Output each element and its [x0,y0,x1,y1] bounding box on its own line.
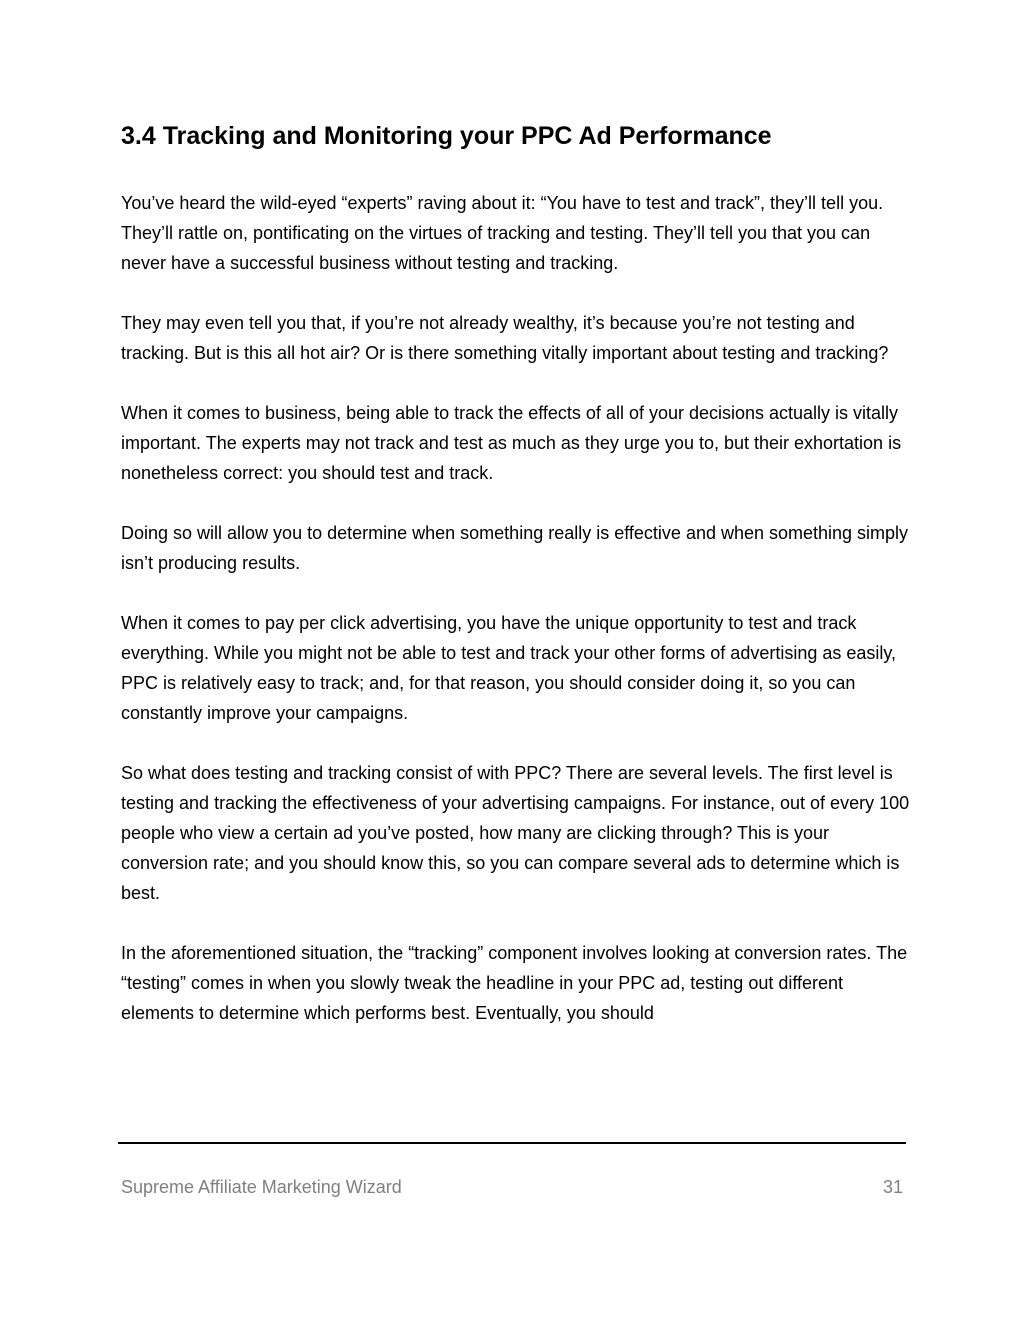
footer-title: Supreme Affiliate Marketing Wizard [121,1177,402,1197]
body-text [121,188,911,1058]
section-heading: 3.4 Tracking and Monitoring your PPC Ad Performance [121,122,772,150]
paragraph: So what does testing and tracking consist of with PPC? There are several levels. The first level is testing and tracking the effectiveness of your advertising campaigns. For instance, out of every 100 people who view a certain ad you’ve posted, how many are clicking through? This is your conversion rate; and you should know this, so you can compare several ads to determine which is best. [121,763,910,903]
paragraph: In the aforementioned situation, the “tracking” component involves looking at conversion rates. The “testing” comes in when you slowly tweak the headline in your PPC ad, testing out different elements to determine which performs best. Eventually, you should [121,943,908,1023]
paragraph: You’ve heard the wild-eyed “experts” raving about it: “You have to test and track”, they’ll tell you. They’ll rattle on, pontificating on the virtues of tracking and testing. They’ll tell you that you can never have a successful business without testing and tracking. [121,193,884,273]
footer-divider [118,1142,906,1144]
paragraph: When it comes to pay per click advertising, you have the unique opportunity to test and track everything. While you might not be able to test and track your other forms of advertising as easily, PPC is relatively easy to track; and, for that reason, you should consider doing it, so you can constantly improve your campaigns. [121,613,897,723]
paragraph: Doing so will allow you to determine when something really is effective and when something simply isn’t producing results. [121,523,909,573]
page-number: 31 [882,1177,903,1197]
paragraph: They may even tell you that, if you’re not already wealthy, it’s because you’re not testing and tracking. But is this all hot air? Or is there something vitally important about testing and tracking? [121,313,889,363]
paragraph: When it comes to business, being able to track the effects of all of your decisions actually is vitally important. The experts may not track and test as much as they urge you to, but their exhortation is nonetheless correct: you should test and track. [121,403,902,483]
